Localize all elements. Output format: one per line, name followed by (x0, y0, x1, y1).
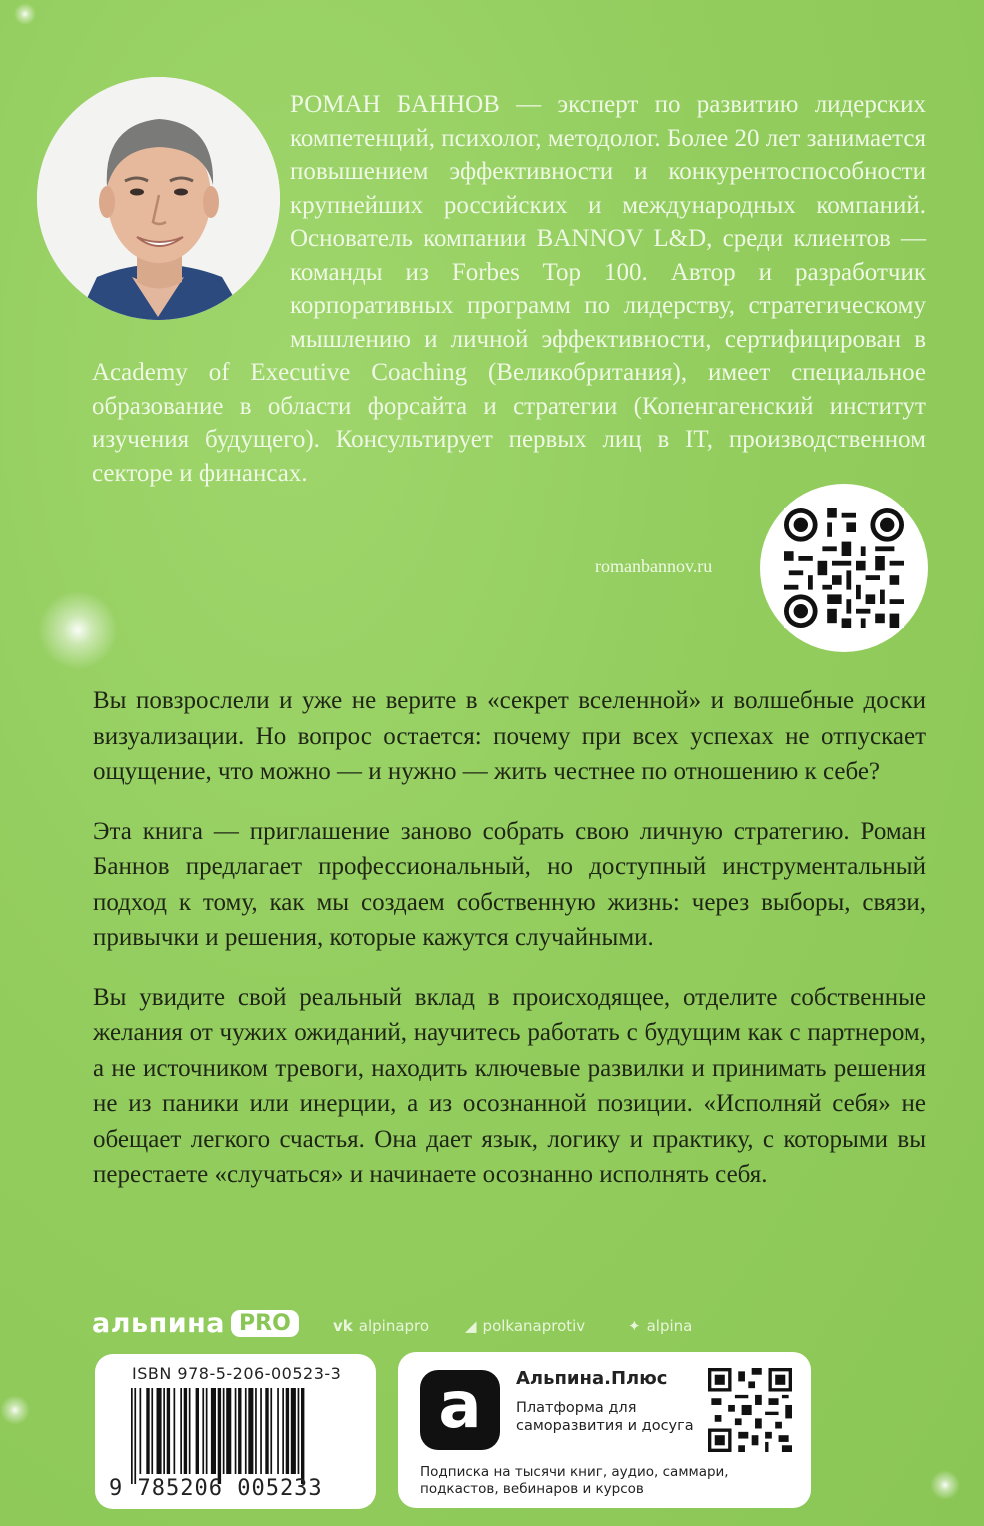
author-website[interactable]: romanbannov.ru (595, 556, 713, 576)
sparkle-decoration (930, 1470, 960, 1500)
social-label: polkanaprotiv (482, 1317, 586, 1335)
subscription-footer: Подписка на тысячи книг, аудио, саммари, подкастов, вебинаров и курсов (420, 1464, 729, 1497)
barcode-bar (291, 1388, 296, 1474)
barcode-bar (282, 1388, 284, 1474)
isbn-label: ISBN 978-5-206-00523-3 (132, 1364, 342, 1383)
qr-code-icon (708, 1368, 792, 1452)
barcode-bar (157, 1388, 162, 1474)
barcode-bar (286, 1388, 289, 1474)
barcode-bar (196, 1388, 199, 1474)
sparkle-decoration (38, 590, 118, 670)
barcode-bar (189, 1388, 191, 1474)
subscription-box[interactable] (398, 1352, 811, 1508)
barcode-bar (140, 1388, 142, 1474)
author-name: РОМАН БАННОВ (290, 91, 500, 118)
barcode-bar (255, 1388, 257, 1474)
barcode-bar (223, 1388, 225, 1474)
barcode-bar (265, 1388, 268, 1474)
publisher-logo-badge: PRO (231, 1310, 299, 1337)
vk-icon: vk (333, 1317, 353, 1335)
social-label: alpinapro (358, 1317, 430, 1335)
subscription-title: Альпина.Плюс (516, 1368, 668, 1389)
barcode-bar (184, 1388, 187, 1474)
barcode-bar (277, 1388, 279, 1474)
barcode-image (131, 1388, 356, 1484)
social-label: alpina (646, 1317, 693, 1335)
social-link-dzen[interactable] (628, 1317, 692, 1335)
alpina-plus-app-icon: a (420, 1370, 500, 1450)
barcode-digits: 9 785206 005233 (109, 1476, 323, 1501)
sparkle-decoration (0, 1395, 30, 1425)
book-description (93, 683, 926, 1217)
photo-wrap-spacer (92, 88, 290, 324)
barcode-bar (260, 1388, 262, 1474)
description-paragraph: Вы увидите свой реальный вклад в происходящее, отделите собственные желания от чужих ожиданий, научитесь работать с будущим как с партнером, а не источником тревоги, находить ключевые развилки и принимать решения не из паники или инерции, а из осознанной позиции. «Исполняй себя» не обещает легкого счастья. Она дает язык, логику и практику, с которыми вы перестаете «случаться» и начинаете осознанно исполнять себя. (93, 983, 926, 1188)
description-paragraph: Вы повзрослели и уже не верите в «секрет вселенной» и волшебные доски визуализации. Но вопрос остается: почему при всех успехах не отпускает ощущение, что можно — и нужно — жить честнее по отношению к себе? (93, 687, 926, 785)
social-link-vk[interactable] (333, 1317, 429, 1335)
barcode-bar (167, 1388, 170, 1474)
publisher-logo-text: альпина (92, 1307, 226, 1339)
barcode-bar (163, 1388, 165, 1474)
subscription-subtitle: Платформа для саморазвития и досуга (516, 1400, 694, 1434)
barcode-bar (174, 1388, 176, 1474)
dzen-icon: ✦ (628, 1317, 641, 1335)
barcode-bar (245, 1388, 247, 1474)
sparkle-decoration (14, 3, 36, 25)
description-paragraph: Эта книга — приглашение заново собрать свою личную стратегию. Роман Баннов предлагает профессиональный, но доступный инструментальный подход к тому, как мы создаем собственную жизнь: через выборы, связи, привычки и решения, которые кажутся случайными. (93, 817, 926, 951)
barcode-box (95, 1354, 376, 1509)
barcode-bar (218, 1388, 221, 1484)
barcode-bar (211, 1388, 216, 1474)
barcode-bar (151, 1388, 153, 1474)
barcode-bar (206, 1388, 208, 1474)
barcode-bar (180, 1388, 182, 1474)
barcode-bar (238, 1388, 241, 1474)
barcode-bar (134, 1388, 136, 1484)
author-bio-text: — эксперт по развитию лидерских компетенций, психолог, методолог. Более 20 лет занимается повышением эффективности и конкурентоспособности крупнейших российских и международных компаний. Основатель компании BANNOV L&D, среди клиентов — команды из Forbes Top 100. Автор и разработчик корпоративных программ по лидерству, стратегическому мышлению и личной эффективности, сертифицирован в Academy of Executive Coaching (Великобритания), имеет специальное образование в области форсайта и стратегии (Копенгагенский институт изучения будущего). Консультирует первых лиц в IT, производственном секторе и финансах. (92, 91, 926, 487)
publisher-logo (92, 1306, 299, 1340)
qr-code-icon (784, 508, 904, 628)
barcode-bar (146, 1388, 149, 1474)
social-link-telegram[interactable] (465, 1317, 585, 1335)
telegram-icon: ◢ (465, 1317, 477, 1335)
barcode-bar (131, 1388, 133, 1484)
barcode-bar (226, 1388, 231, 1474)
barcode-bar (248, 1388, 253, 1474)
author-bio (92, 88, 926, 490)
barcode-bar (301, 1388, 304, 1484)
barcode-bar (202, 1388, 204, 1474)
barcode-bar (235, 1388, 237, 1474)
author-qr-code[interactable] (760, 484, 928, 652)
barcode-bar (298, 1388, 300, 1474)
barcode-bar (270, 1388, 272, 1474)
